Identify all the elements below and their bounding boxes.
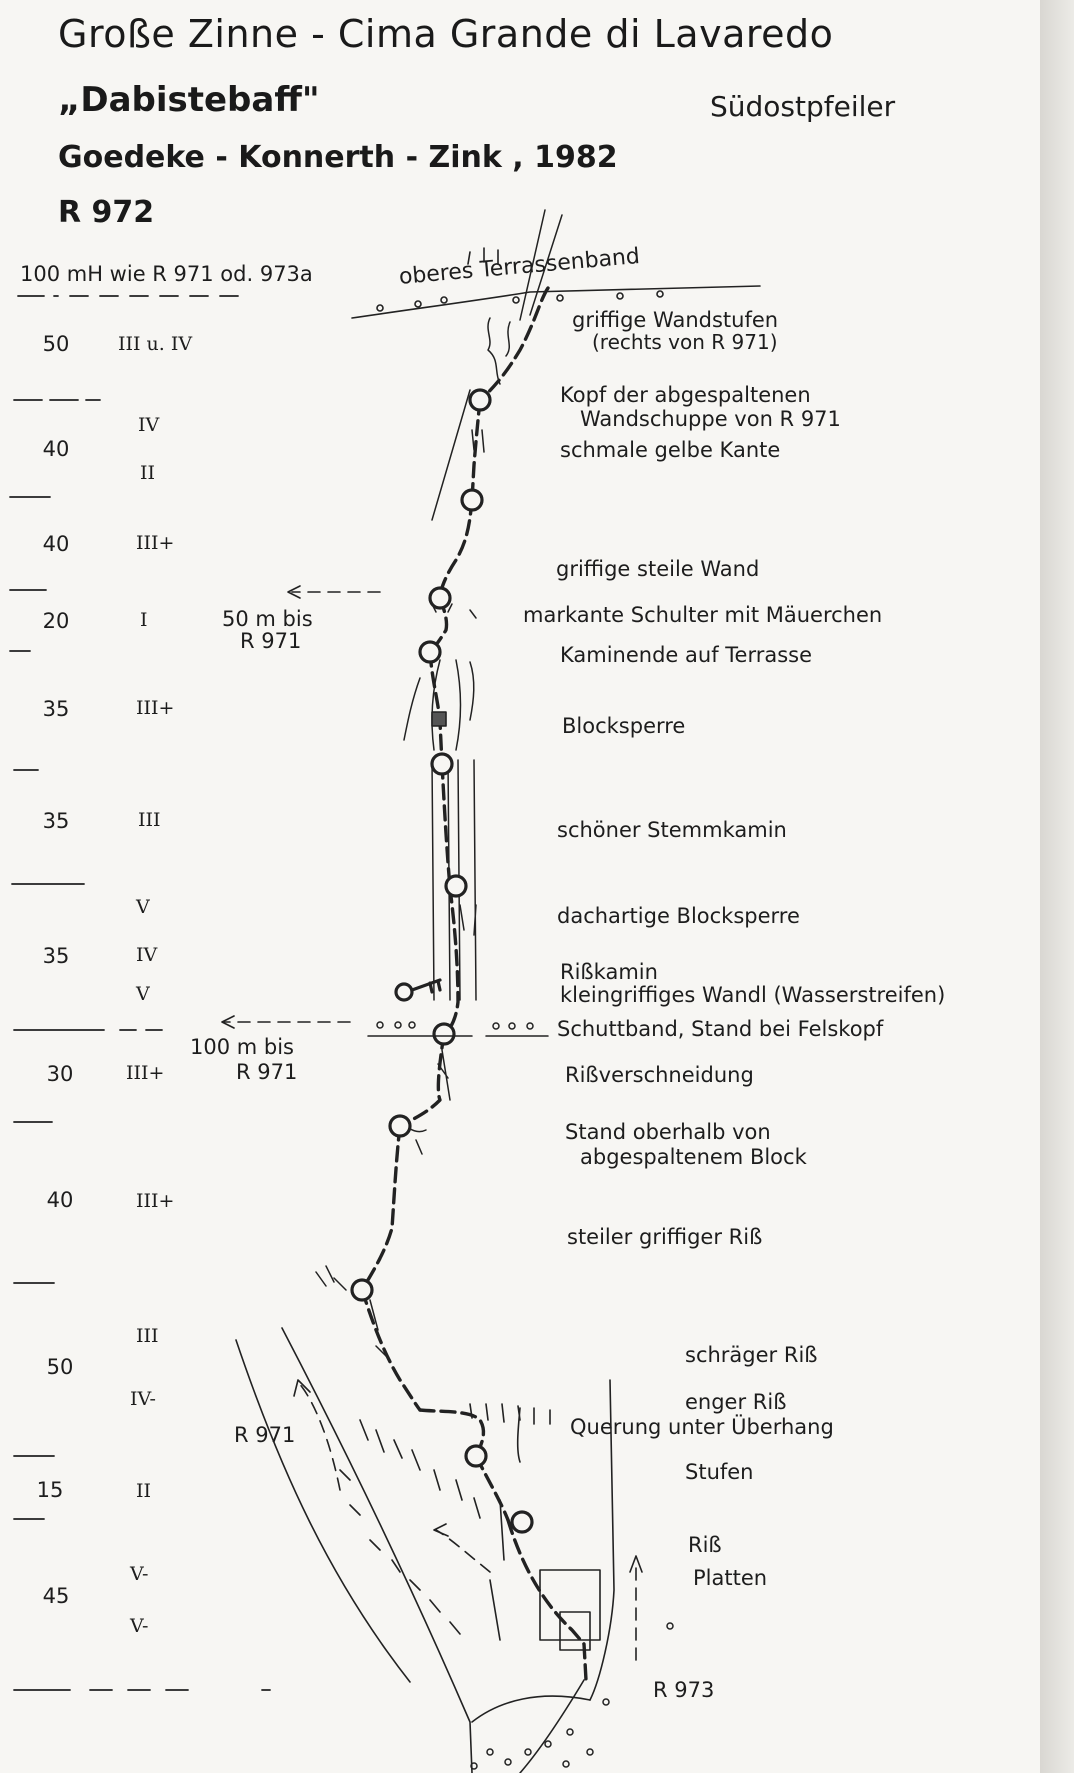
pitch-grade: III+ <box>136 697 175 719</box>
pitch-grade: IV <box>138 414 160 436</box>
pitch-grade: III u. IV <box>118 333 193 355</box>
pitch-grade: V <box>136 896 150 918</box>
annotation: Kaminende auf Terrasse <box>560 643 813 667</box>
annotation: markante Schulter mit Mäuerchen <box>523 603 883 627</box>
pitch-grade: III+ <box>136 1190 175 1212</box>
top-terrace-band <box>352 248 760 318</box>
pitch-length: 40 <box>42 437 70 461</box>
annotation: abgespaltenem Block <box>580 1145 807 1169</box>
scree-band <box>368 1022 548 1036</box>
pitch-length: 50 <box>46 1355 74 1379</box>
annotation: schöner Stemmkamin <box>557 818 787 842</box>
block-markers <box>432 712 446 726</box>
pitch-length: 40 <box>46 1188 74 1212</box>
annotation: Platten <box>693 1566 768 1590</box>
annotation: Schuttband, Stand bei Felskopf <box>557 1017 884 1041</box>
pitch-length: 40 <box>42 532 70 556</box>
pitch-grade: II <box>136 1480 152 1502</box>
pitch-grade: V- <box>130 1615 149 1637</box>
route-label-left: R 971 <box>234 1423 296 1447</box>
annotation: griffige Wandstufen <box>572 308 779 332</box>
annotation: kleingriffiges Wandl (Wasserstreifen) <box>560 983 946 1007</box>
annotation: Stand oberhalb von <box>565 1120 771 1144</box>
first-ascent: Goedeke - Konnerth - Zink , 1982 <box>58 140 618 175</box>
annotation: griffige steile Wand <box>556 557 760 581</box>
escape-distance: 50 m bis <box>222 607 313 631</box>
pitch-length: 35 <box>42 944 70 968</box>
escape-target: R 971 <box>236 1060 298 1084</box>
pitch-grade: IV <box>136 944 158 966</box>
pitch-grade: V- <box>130 1563 149 1585</box>
route-name: „Dabistebaff" <box>58 80 320 120</box>
annotation: dachartige Blocksperre <box>557 904 800 928</box>
pitch-grade: III+ <box>126 1062 165 1084</box>
bottom-scree <box>471 1623 673 1769</box>
pitch-separators <box>10 296 270 1690</box>
annotation: (rechts von R 971) <box>592 330 778 354</box>
escape-arrows <box>222 586 380 1028</box>
pitch-grade: V <box>136 983 150 1005</box>
pitch-length: 15 <box>36 1478 64 1502</box>
pitch-grade: III+ <box>136 532 175 554</box>
annotation: steiler griffiger Riß <box>567 1225 763 1249</box>
pitch-grade: III <box>138 809 161 831</box>
pitch-length: 30 <box>46 1062 74 1086</box>
top-band-label: oberes Terrassenband <box>397 243 641 290</box>
pitch-length: 50 <box>42 332 70 356</box>
annotation: Kopf der abgespaltenen <box>560 383 811 407</box>
annotation: Wandschuppe von R 971 <box>580 407 841 431</box>
annotation: schmale gelbe Kante <box>560 438 781 462</box>
annotation: enger Riß <box>685 1390 787 1414</box>
r973-arrow <box>630 1556 642 1660</box>
pitch-grade: IV- <box>130 1388 156 1410</box>
annotation: Blocksperre <box>562 714 686 738</box>
rock-features <box>316 210 562 1360</box>
pitch-length: 45 <box>42 1584 70 1608</box>
annotation: Stufen <box>685 1460 754 1484</box>
pitch-length: 35 <box>42 809 70 833</box>
escape-target: R 971 <box>240 629 302 653</box>
pitch-grade: III <box>136 1325 159 1347</box>
pitch-length: 20 <box>42 609 70 633</box>
pitch-grade: II <box>140 462 156 484</box>
start-note: 100 mH wie R 971 od. 973a <box>20 262 313 286</box>
route-label-right: R 973 <box>653 1678 715 1702</box>
route-number: R 972 <box>58 195 155 230</box>
escape-distance: 100 m bis <box>190 1035 294 1059</box>
belay-stations <box>352 390 532 1532</box>
annotation: schräger Riß <box>685 1343 818 1367</box>
annotation: Rißverschneidung <box>565 1063 754 1087</box>
lower-face-lines <box>236 1328 614 1773</box>
annotation: Riß <box>688 1533 722 1557</box>
face-name: Südostpfeiler <box>710 90 896 123</box>
pitch-grade: I <box>140 609 148 631</box>
pitch-length: 35 <box>42 697 70 721</box>
page-title: Große Zinne - Cima Grande di Lavaredo <box>58 12 834 56</box>
annotation: Querung unter Überhang <box>570 1415 834 1439</box>
annotation: Rißkamin <box>560 960 658 984</box>
